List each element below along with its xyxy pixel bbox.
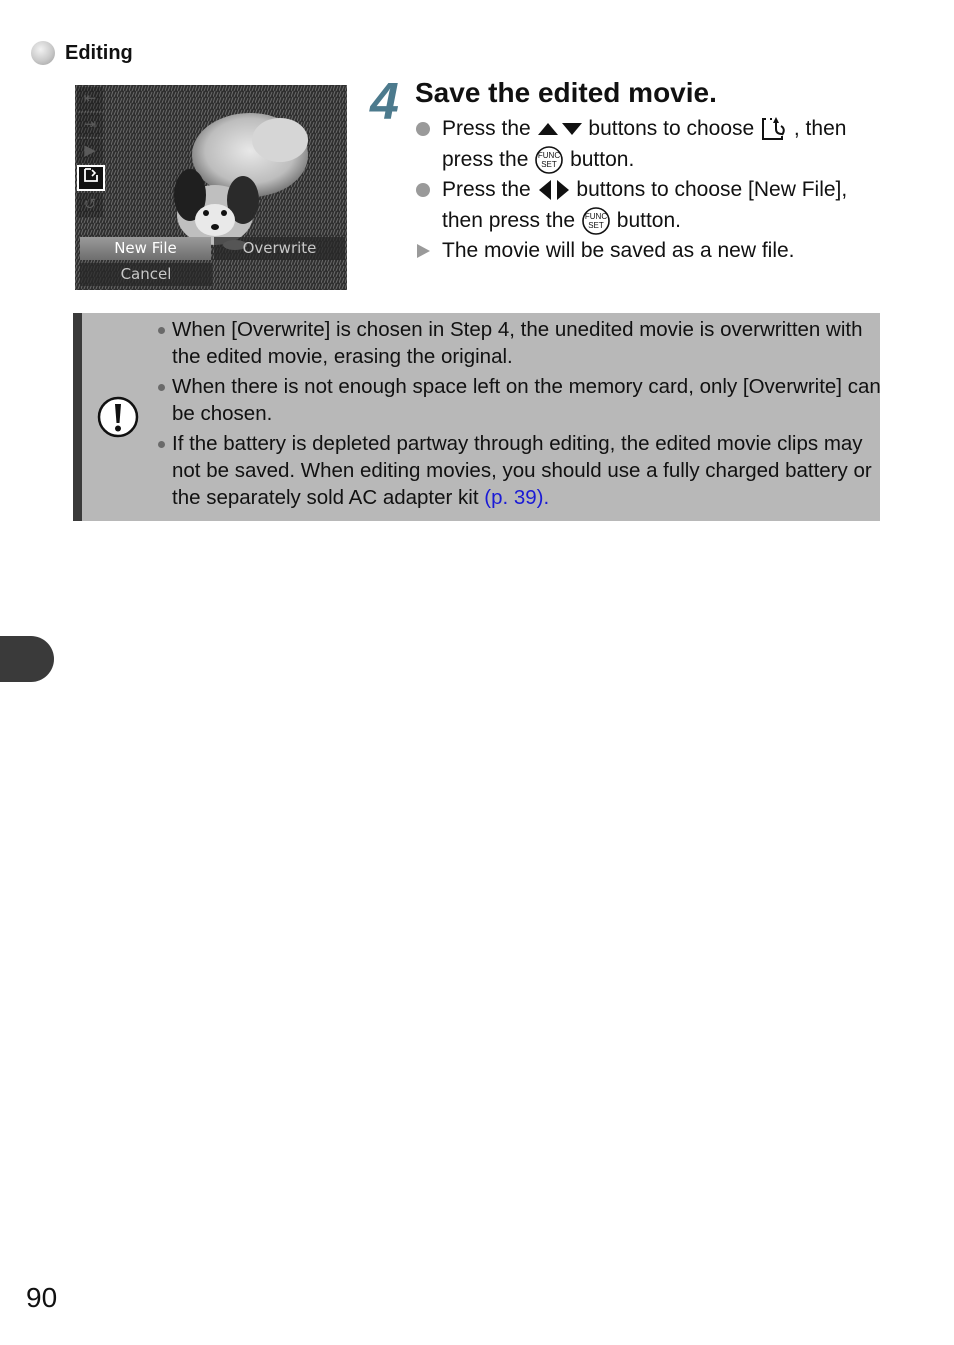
instruction-item: Press the buttons to choose , then press the FUNC SET button.	[415, 114, 885, 175]
play-icon[interactable]: ▶	[77, 139, 103, 163]
chapter-tab	[0, 636, 54, 682]
caution-item: If the battery is depleted partway through editing, the edited movie clips may not be saved. When editing movies, you should use a fully charged battery or the separately sold AC adapter kit (p. 39).	[156, 430, 886, 511]
new-file-option[interactable]: New File	[80, 237, 211, 260]
page-number: 90	[26, 1282, 58, 1313]
caution-list	[156, 316, 886, 514]
svg-text:FUNC: FUNC	[538, 150, 561, 160]
step-title: Save the edited movie.	[415, 77, 717, 108]
result-item: The movie will be saved as a new file.	[415, 236, 885, 267]
trim-start-icon[interactable]: ⇤	[77, 87, 103, 111]
dot-bullet-icon	[158, 441, 165, 448]
edit-menu-icons	[77, 87, 107, 219]
section-bullet-icon	[31, 41, 55, 65]
left-right-arrows-icon	[537, 179, 571, 201]
trim-end-icon[interactable]: ⇥	[77, 113, 103, 137]
section-label: Editing	[65, 41, 133, 64]
func-set-button-icon	[581, 206, 611, 236]
triangle-bullet-icon	[417, 244, 430, 258]
circle-bullet-icon	[416, 122, 430, 136]
camera-screen-illustration	[75, 85, 347, 290]
section-header	[31, 41, 133, 65]
dot-bullet-icon	[158, 327, 165, 334]
svg-text:SET: SET	[541, 159, 558, 169]
page-reference-link[interactable]: (p. 39).	[484, 486, 550, 509]
instruction-item: Press the buttons to choose [New File], then press the FUNC SET button.	[415, 175, 885, 236]
circle-bullet-icon	[416, 183, 430, 197]
up-down-arrows-icon	[537, 121, 583, 137]
dot-bullet-icon	[158, 384, 165, 391]
cancel-option[interactable]: Cancel	[80, 263, 212, 286]
overwrite-option[interactable]: Overwrite	[214, 237, 345, 260]
caution-exclamation-icon	[96, 395, 140, 439]
caution-item: When there is not enough space left on the memory card, only [Overwrite] can be chosen.	[156, 373, 886, 427]
save-new-file-icon	[760, 116, 788, 142]
step-number: 4	[370, 73, 399, 131]
save-options-row	[80, 237, 345, 260]
save-edit-icon[interactable]	[77, 165, 105, 191]
func-set-button-icon	[534, 145, 564, 175]
svg-text:FUNC: FUNC	[584, 211, 608, 221]
caution-item: When [Overwrite] is chosen in Step 4, the unedited movie is overwritten with the edited movie, erasing the original.	[156, 316, 886, 370]
undo-icon[interactable]: ↺	[77, 193, 103, 217]
caution-box	[73, 313, 880, 521]
svg-text:SET: SET	[588, 220, 604, 230]
cancel-row	[80, 263, 345, 286]
save-icon	[83, 167, 99, 183]
step-instructions	[415, 114, 885, 267]
